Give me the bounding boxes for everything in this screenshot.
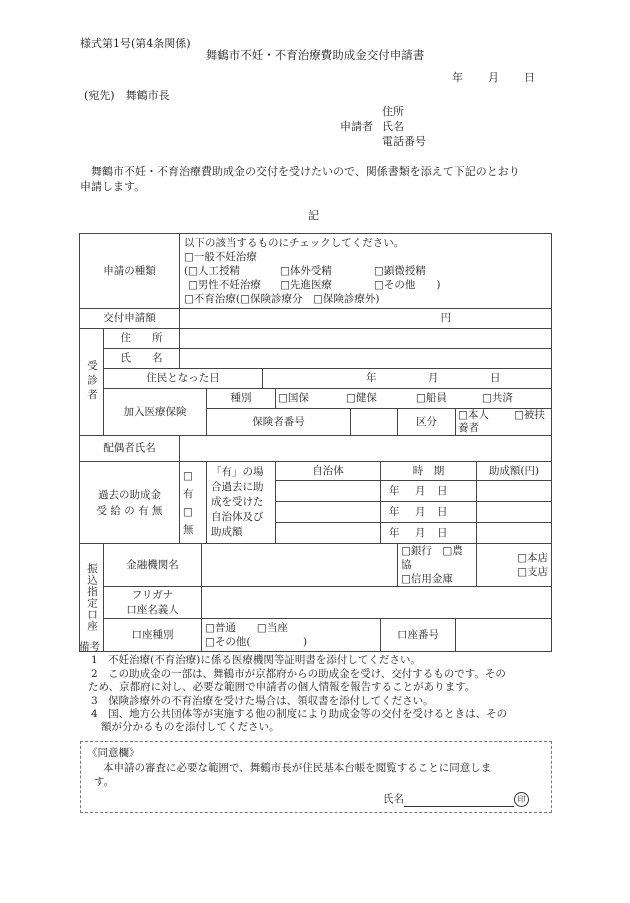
application-type-options bbox=[180, 234, 552, 309]
check-instruction: 以下の該当するものにチェックしてください。 bbox=[184, 237, 405, 249]
insurance-label: 加入医療保険 bbox=[104, 389, 207, 436]
period-year: 年 bbox=[389, 505, 400, 518]
period-year: 年 bbox=[389, 484, 400, 497]
applicant-phone-label: 電話番号 bbox=[382, 135, 426, 148]
furigana-label: フリガナ bbox=[131, 588, 174, 601]
past-period-field[interactable] bbox=[381, 523, 477, 544]
resident-day: 日 bbox=[490, 372, 501, 384]
account-number-label: 口座番号 bbox=[381, 619, 456, 652]
branch-options bbox=[477, 544, 552, 587]
account-holder-row bbox=[80, 587, 552, 619]
applicant-name-label: 氏名 bbox=[382, 120, 404, 133]
checkbox-ivf[interactable]: □体外受精 bbox=[280, 265, 332, 277]
checkbox-bank-nokyo[interactable]: □銀行 □農協 bbox=[401, 545, 463, 571]
note-item: ため、京都府に対し、必要な範囲で申請者の個人情報を報告することがあります。 bbox=[88, 681, 476, 694]
consent-line-2: す。 bbox=[94, 776, 115, 788]
recipient-address-row bbox=[80, 329, 552, 349]
date-month: 月 bbox=[488, 71, 499, 84]
past-municipality-field[interactable] bbox=[276, 523, 381, 544]
checkbox-ordinary-current[interactable]: □普通 □当座 bbox=[205, 622, 288, 634]
addressee: (宛先) 舞鶴市長 bbox=[84, 89, 170, 102]
past-amount-field[interactable] bbox=[477, 523, 552, 544]
checkbox-icsi[interactable]: □顕微授精 bbox=[374, 265, 426, 277]
period-day: 日 bbox=[437, 484, 448, 497]
consent-line-1: 本申請の審査に必要な範囲で、舞鶴市長が住民基本台帳を閲覧することに同意しま bbox=[103, 762, 492, 774]
resident-date-row bbox=[80, 369, 552, 389]
period-month: 月 bbox=[415, 484, 426, 497]
consent-title: 《同意欄》 bbox=[87, 747, 140, 759]
applicant-label: 申請者 bbox=[340, 120, 373, 133]
col-amount: 助成額(円) bbox=[477, 462, 552, 481]
form-title: 舞鶴市不妊・不育治療費助成金交付申請書 bbox=[205, 48, 425, 62]
checkbox-male-infertility[interactable]: □男性不妊治療 bbox=[188, 279, 261, 291]
col-municipality: 自治体 bbox=[276, 462, 381, 481]
past-period-field[interactable] bbox=[381, 481, 477, 502]
application-type-row bbox=[80, 234, 552, 309]
note-item: 3 保険診療外の不育治療を受けた場合は、領収書を添付してください。 bbox=[91, 694, 434, 707]
spouse-name-field[interactable] bbox=[180, 436, 552, 462]
note-item: 額が分かるものを添付してください。 bbox=[101, 721, 280, 734]
checkbox-branch[interactable]: □支店 bbox=[517, 566, 549, 578]
checkbox-past-yes[interactable]: □ 有 bbox=[183, 469, 194, 500]
checkbox-kyosai[interactable]: □共済 bbox=[482, 392, 513, 404]
bank-name-field[interactable] bbox=[202, 544, 398, 587]
date-day: 日 bbox=[524, 71, 535, 84]
ki-heading: 記 bbox=[308, 209, 319, 222]
checkbox-kenpo[interactable]: □健保 bbox=[346, 392, 377, 404]
note-item: 4 国、地方公共団体等が実施する他の制度により助成金等の交付を受けるときは、その bbox=[91, 708, 508, 721]
recipient-address-label: 住 所 bbox=[104, 329, 180, 349]
signature-line[interactable] bbox=[404, 794, 514, 807]
period-month: 月 bbox=[415, 526, 426, 539]
past-amount-field[interactable] bbox=[477, 481, 552, 502]
resident-date-label: 住民となった日 bbox=[104, 369, 263, 389]
past-subsidy-label-2: 受 給 の 有 無 bbox=[96, 504, 163, 517]
recipient-label: 受診者 bbox=[80, 329, 104, 436]
past-period-field[interactable] bbox=[381, 502, 477, 523]
past-amount-field[interactable] bbox=[477, 502, 552, 523]
checkbox-advanced-medicine[interactable]: □先進医療 bbox=[280, 279, 332, 291]
checkbox-general-infertility[interactable]: □一般不妊治療 bbox=[184, 251, 257, 263]
application-form-table bbox=[79, 233, 552, 652]
checkbox-self[interactable]: □本人 bbox=[458, 409, 489, 421]
spouse-row bbox=[80, 436, 552, 462]
past-municipality-field[interactable] bbox=[276, 502, 381, 523]
period-day: 日 bbox=[437, 526, 448, 539]
spouse-name-label: 配偶者氏名 bbox=[80, 436, 180, 462]
past-description: 「有」の場合過去に助成を受けた自治体及び助成額 bbox=[207, 462, 276, 544]
account-holder-label bbox=[104, 587, 202, 619]
consent-name-label: 氏名 bbox=[383, 793, 404, 805]
period-year: 年 bbox=[389, 526, 400, 539]
intro-line-1: 舞鶴市不妊・不育治療費助成金の交付を受けたいので、関係書類を添えて下記のとおり bbox=[91, 165, 520, 178]
insurance-type-options bbox=[276, 389, 552, 409]
checkbox-kokuho[interactable]: □国保 bbox=[278, 392, 309, 404]
checkbox-shinkin[interactable]: □信用金庫 bbox=[401, 573, 453, 585]
transfer-account-label: 振込指定口座 bbox=[80, 544, 104, 652]
category-options bbox=[456, 409, 552, 436]
recipient-name-row bbox=[80, 349, 552, 369]
amount-row bbox=[80, 309, 552, 329]
bank-row bbox=[80, 544, 552, 587]
past-yes-no bbox=[180, 462, 207, 544]
recipient-name-label: 氏 名 bbox=[104, 349, 180, 369]
insurance-type-row bbox=[80, 389, 552, 409]
past-municipality-field[interactable] bbox=[276, 481, 381, 502]
past-header-row bbox=[80, 462, 552, 481]
recipient-address-field[interactable] bbox=[180, 329, 552, 349]
checkbox-other[interactable]: □その他 ) bbox=[374, 279, 441, 291]
checkbox-account-other[interactable]: □その他( ) bbox=[205, 636, 308, 648]
insurer-number-field[interactable] bbox=[351, 409, 398, 436]
note-item: 1 不妊治療(不育治療)に係る医療機関等証明書を添付してください。 bbox=[91, 654, 421, 667]
checkbox-dependent[interactable]: □被扶養者 bbox=[458, 409, 545, 434]
notes-title: 備考 bbox=[79, 641, 100, 653]
checkbox-senin[interactable]: □船員 bbox=[416, 392, 447, 404]
seal-mark: 印 bbox=[514, 792, 529, 807]
checkbox-past-no[interactable]: □ 無 bbox=[183, 505, 194, 536]
period-month: 月 bbox=[415, 505, 426, 518]
category-label: 区分 bbox=[398, 409, 456, 436]
past-subsidy-label bbox=[80, 462, 180, 544]
holder-label: 口座名義人 bbox=[126, 603, 179, 616]
recipient-name-field[interactable] bbox=[180, 349, 552, 369]
insurance-type-label: 種別 bbox=[207, 389, 276, 409]
form-number: 様式第1号(第4条関係) bbox=[80, 37, 191, 50]
amount-field[interactable] bbox=[180, 309, 552, 329]
col-period: 時 期 bbox=[381, 462, 477, 481]
bank-name-label: 金融機関名 bbox=[104, 544, 202, 587]
checkbox-head-office[interactable]: □本店 bbox=[517, 552, 549, 564]
past-subsidy-label-1: 過去の助成金 bbox=[98, 488, 161, 501]
account-holder-field[interactable] bbox=[202, 587, 552, 619]
application-type-label: 申請の種類 bbox=[80, 234, 180, 309]
amount-label: 交付申請額 bbox=[80, 309, 180, 329]
date-year: 年 bbox=[452, 71, 463, 84]
intro-line-2: 申請します。 bbox=[80, 180, 146, 193]
period-day: 日 bbox=[437, 505, 448, 518]
applicant-address-label: 住所 bbox=[382, 105, 404, 118]
amount-unit: 円 bbox=[440, 312, 452, 324]
insurer-number-label: 保険者番号 bbox=[207, 409, 351, 436]
consent-signature bbox=[383, 792, 529, 807]
account-type-label: 口座種別 bbox=[104, 619, 202, 652]
resident-date-field[interactable] bbox=[263, 369, 552, 389]
checkbox-recurrent-miscarriage[interactable]: □不育治療(□保険診療分 □保険診療外) bbox=[184, 293, 380, 305]
resident-year: 年 bbox=[366, 372, 377, 384]
checkbox-artificial-insemination[interactable]: (□人工授精 bbox=[184, 265, 241, 277]
bank-type-options bbox=[398, 544, 477, 587]
note-item: 2 この助成金の一部は、舞鶴市が京都府からの助成金を受け、交付するものです。その bbox=[91, 667, 506, 680]
notes-section bbox=[79, 641, 554, 735]
resident-month: 月 bbox=[428, 372, 439, 384]
consent-box bbox=[80, 741, 552, 813]
